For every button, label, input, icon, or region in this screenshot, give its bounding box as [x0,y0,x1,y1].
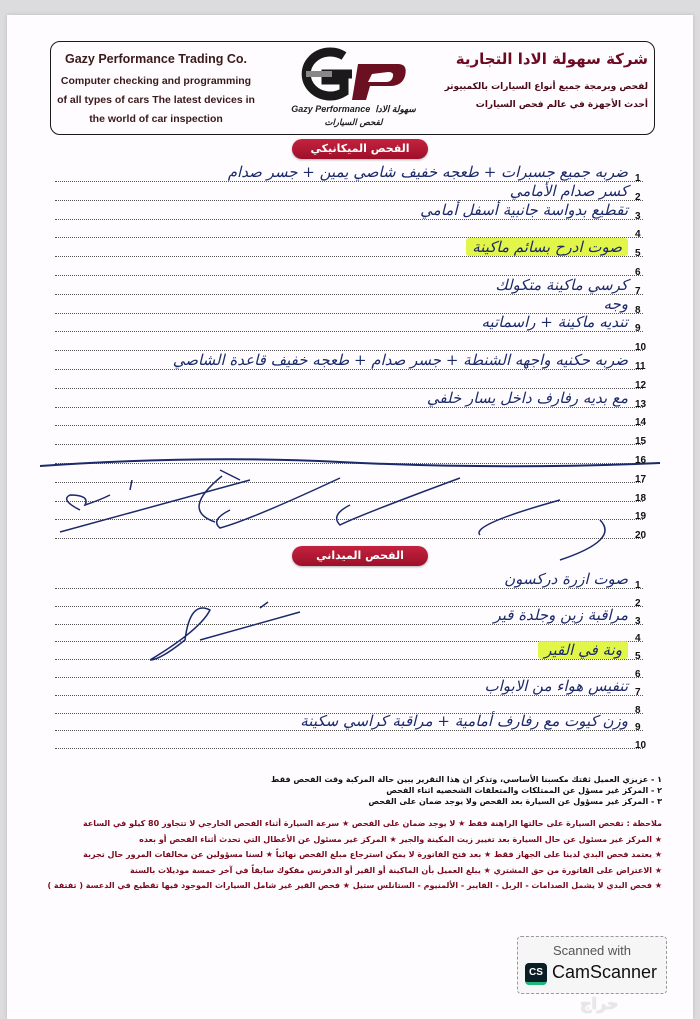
line-number: 12 [635,379,647,391]
line-number: 13 [635,398,647,410]
company-name-ar: شركة سهولة الادا التجارية [455,50,648,68]
line-number: 1 [635,580,641,591]
tagline-en: Computer checking and programming of all types of cars The latest devices in the world of car inspection [57,75,255,125]
logo-subtitle: Gazy Performance سهولة الادا [291,104,416,114]
handwritten-entry: تنفيس هواء من الابواب [484,676,628,695]
handwritten-entry: تنديه ماكينة + راسماتيه [481,313,628,332]
line-number: 4 [635,229,641,241]
handwritten-entry: وزن كيوت مع رفارف أمامية + مراقبة كراسي سكينة [300,712,628,731]
line-number: 10 [635,740,647,752]
section-title-field: الفحص الميداني [292,546,428,566]
line-number: 19 [635,511,647,523]
line-number: 15 [635,436,647,448]
handwritten-entry: تقطيع بدواسة جانبية أسفل أمامي [420,200,628,219]
line-number: 17 [635,473,647,485]
handwritten-entry: كرسي ماكينة متكولك [495,275,628,294]
line-number: 7 [635,285,641,297]
tagline-ar: لفحص وبرمجة جميع أنواع السيارات بالكمبيوتر أحدث الأجهزة في عالم فحص السيارات [444,82,648,110]
line-number: 20 [635,530,647,542]
line-number: 8 [635,304,641,316]
line-number: 2 [635,191,641,203]
handwritten-entry: مراقبة زين وجلدة قير [493,605,628,624]
logo-subtitle-ar: لفحص السيارات [324,118,383,128]
line-number: 9 [635,722,641,734]
handwritten-entry: ضربه جميع جسبرات + طعجه خفيف شاصي يمين + جسر صدام [227,163,628,181]
line-number: 9 [635,323,641,335]
line-number: 1 [635,173,641,184]
scanned-with-label: Scanned with [552,943,632,958]
terms-notes: ملاحظة : تفحص السيارة على حالتها الراهنة فقط ★ لا يوجد ضمان على الفحص ★ سرعة السيارة أثناء الفحص الخارجي لا تتجاوز 80 كيلو في الساعة ★ المركز غير مسئول عن حال السيارة بعد تغيير زيت المكينة والجير ★ المركز غير مسئول عن الأعطال التي تحدث أثناء الفحص أو بعده ★ يعتمد فحص البدي لدينا على الجهاز فقط ★ بعد فتح الفاتورة لا يمكن استرجاع مبلغ الفحص نهائياً ★ لسنا مسؤولين عن مخالفات المرور حال تجربة ★ الاعتراض على الفاتورة من حق المشتري ★ يبلغ العميل بأن الماكينة أو القير أو الدفرنس مفكوك سابقاً في آخر خمسة موديلات بالسنة ★ فحص البدي لا يشمل الصدامات - الربل - الفايبر - الألمنيوم - الستانلس ستيل ★ فحص القير غير شامل السيارات الموجود فيها تقطيع في الدعسة ( تفتفة ) [47,819,662,890]
camscanner-brand: CamScanner [552,962,658,982]
line-number: 6 [635,267,641,278]
line-number: 7 [635,686,641,698]
camscanner-badge [517,936,667,994]
line-number: 3 [635,615,641,627]
handwritten-entry: ضربه حكنيه واجهه الشنطة + جسر صدام + طعجه خفيف قاعدة الشاصي [172,351,628,369]
line-number: 4 [635,633,641,645]
line-number: 11 [635,361,646,372]
camscanner-logo-icon: CS [525,963,547,985]
handwritten-entry: مع بديه رفارف داخل يسار خلفي [426,388,628,407]
handwritten-entry: ونة في القير [538,641,628,659]
line-number: 16 [635,455,647,466]
line-number: 5 [635,651,641,663]
handwritten-entry: صوت ازرة دركسون [504,570,628,588]
handwritten-entry: كسر صدام الأمامي [509,181,628,200]
terms-general: ١ - عزيزي العميل ثقتك مكسبنا الأساسي، وتذكر ان هذا التقرير يبين حالة المركبة وقت الفحص فقط ٢ - المركز غير مسؤل عن الممتلكات والمتعلقات الشخصيه اثناء الفحص ٣ - المركز غير مسؤول عن السيارة بعد الفحص ولا يوجد ضمان على الفحص [271,775,662,806]
line-number: 6 [635,669,641,680]
line-number: 5 [635,248,641,260]
line-number: 8 [635,704,641,716]
line-number: 14 [635,417,647,429]
line-number: 3 [635,210,641,222]
section-title-mechanical: الفحص الميكانيكي [292,139,428,159]
line-number: 18 [635,492,647,504]
handwritten-entry: صوت ادرح بسائم ماكينة [466,238,628,256]
watermark: حراج [580,994,619,1013]
line-number: 2 [635,597,641,609]
handwritten-entry: وجه [603,294,628,313]
company-name-en: Gazy Performance Trading Co. [65,52,247,66]
line-number: 10 [635,342,647,354]
